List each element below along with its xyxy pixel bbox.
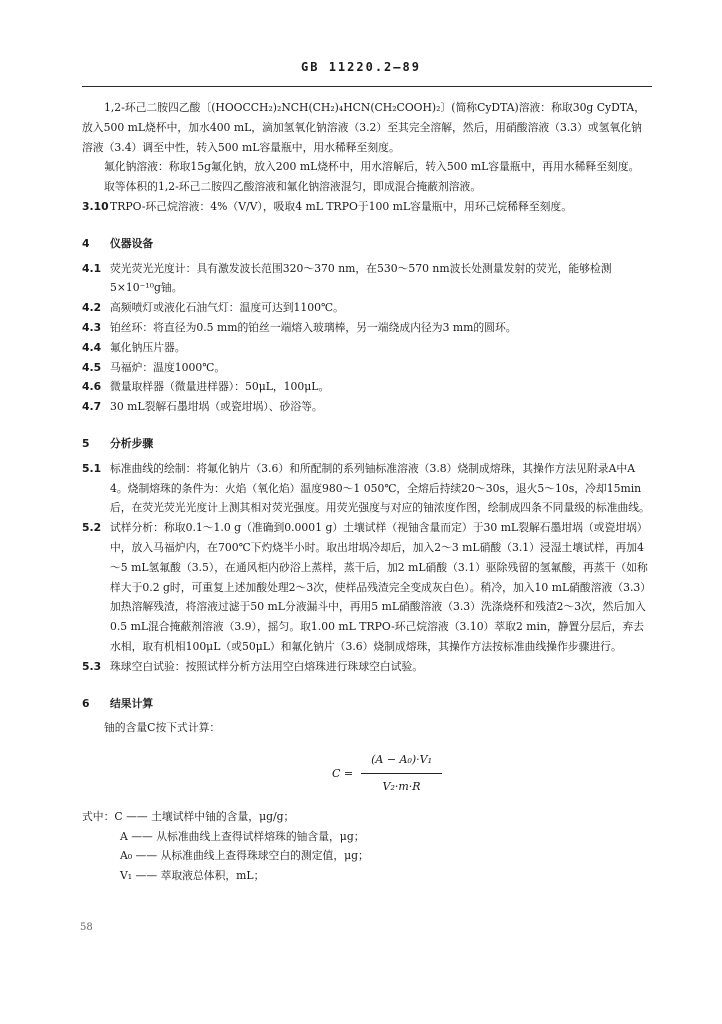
- clause-text: 铂丝环：将直径为0.5 mm的铂丝一端熔入玻璃棒，另一端绕成内径为3 mm的圆环。: [110, 320, 517, 334]
- clause-text: 氟化钠压片器。: [110, 340, 186, 354]
- uranium-formula: [122, 750, 652, 797]
- section-heading-5: [82, 434, 652, 454]
- formula-numerator: (A − A₀)·V₁: [361, 750, 442, 774]
- section-title: 分析步骤: [110, 436, 154, 450]
- clause-text: 标准曲线的绘制：将氟化钠片（3.6）和所配制的系列铀标准溶液（3.8）烧制成熔珠，其操作方法见附录A中A 4。烧制熔珠的条件为：火焰（氧化焰）温度980～1 050℃，全熔后持续20～30s，退火5～10s，冷却15min后，在荧光荧光光度计上测其相对荧光强度。用荧光强度与对应的铀浓度作图，绘制成四条不同量级的标准曲线。: [110, 461, 650, 515]
- section-heading-6: [82, 694, 652, 714]
- clause-text: 高频喷灯或液化石油气灯：温度可达到1100℃。: [110, 301, 344, 315]
- clause-4-6: [82, 377, 652, 397]
- page-body: [82, 98, 652, 886]
- definition-a: A —— 从标准曲线上查得试样熔珠的铀含量，μg；: [120, 829, 365, 843]
- clause-number: 5.2: [82, 521, 102, 535]
- clause-number: 3.10: [82, 199, 109, 213]
- reagent-naf-text: 氟化钠溶液：称取15g氟化钠，放入200 mL烧杯中，用水溶解后，转入500 mL容量瓶中，再用水稀释至刻度。: [104, 160, 640, 174]
- clause-number: 4.4: [82, 340, 102, 354]
- clause-4-1: [82, 259, 652, 299]
- clause-number: 5.3: [82, 659, 102, 673]
- clause-5-3: [82, 657, 652, 677]
- clause-text: 荧光荧光光度计：具有激发波长范围320～370 nm，在530～570 nm波长处测量发射的荧光，能够检测5×10⁻¹⁰g铀。: [110, 261, 612, 295]
- section-heading-4: [82, 234, 652, 254]
- calc-intro: 铀的含量C按下式计算：: [104, 721, 221, 735]
- formula-lhs: C =: [331, 766, 354, 780]
- reagent-cydta-text: 1,2-环己二胺四乙酸〔(HOOCCH₂)₂NCH(CH₂)₄HCN(CH₂COOH)₂〕(简称CyDTA)溶液：称取30g CyDTA，放入500 mL烧杯中，加水400 mL，滴加氢氧化钠溶液（3.2）至其完全溶解，然后，用硝酸溶液（3.3）或氢氧化钠溶液（3.4）调至中性，转入500 mL容量瓶中，用水稀释至刻度。: [82, 101, 646, 154]
- clause-text: 马福炉：温度1000℃。: [110, 360, 226, 374]
- section-number: 5: [82, 436, 90, 450]
- clause-number: 4.2: [82, 301, 102, 315]
- clause-text: 试样分析：称取0.1～1.0 g（准确到0.0001 g）土壤试样（视铀含量而定）于30 mL裂解石墨坩埚（或瓷坩埚）中，放入马福炉内，在700℃下灼烧半小时。取出坩埚冷却后，加入2～3 mL硝酸（3.1）浸湿土壤试样，再加4～5 mL氢氟酸（3.5），在通风柜内砂浴上蒸样，蒸干后，加2 mL硝酸（3.1）驱除残留的氢氟酸，再蒸干（如称样大于0.2 g时，可重复上述加酸处理2～3次，使样品残渣完全变成灰白色）。稍冷，加入10 mL硝酸溶液（3.3）加热溶解残渣，将溶液过滤于50 mL分液漏斗中，再用5 mL硝酸溶液（3.3）洗涤烧杯和残渣2～3次，然后加入0.5 mL混合掩蔽剂溶液（3.9），摇匀。取1.00 mL TRPO-环己烷溶液（3.10）萃取2 min，静置分层后，弃去水相，取有机相100μL（或50μL）和氟化钠片（3.6）烧制成熔珠，其操作方法按标准曲线操作步骤进行。: [110, 521, 652, 653]
- clause-text: TRPO-环己烷溶液：4%（V/V），吸取4 mL TRPO于100 mL容量瓶中，用环己烷稀释至刻度。: [110, 199, 573, 213]
- clause-4-4: [82, 338, 652, 358]
- section-number: 6: [82, 696, 90, 710]
- formula-fraction: [361, 750, 442, 797]
- header-rule: [82, 86, 652, 87]
- clause-5-2: [82, 518, 652, 657]
- clause-number: 4.3: [82, 320, 102, 334]
- section-number: 4: [82, 236, 90, 250]
- clause-text: 珠球空白试验：按照试样分析方法用空白熔珠进行珠球空白试验。: [110, 659, 424, 673]
- definition-v1: V₁ —— 萃取液总体积，mL；: [120, 869, 265, 883]
- definition-c: 式中：C —— 土壤试样中铀的含量，μg/g；: [82, 809, 295, 823]
- clause-text: 微量取样器（微量进样器）：50μL，100μL。: [110, 380, 330, 394]
- clause-number: 4.1: [82, 261, 102, 275]
- section-title: 仪器设备: [110, 236, 154, 250]
- standard-code-header: GB 11220.2—89: [301, 60, 421, 74]
- section-title: 结果计算: [110, 696, 154, 710]
- reagent-mix-text: 取等体积的1,2-环己二胺四乙酸溶液和氟化钠溶液混匀，即成混合掩蔽剂溶液。: [104, 180, 482, 194]
- clause-5-1: [82, 459, 652, 518]
- reagent-3-10: [82, 197, 652, 217]
- formula-denominator: V₂·m·R: [382, 779, 421, 793]
- variable-definitions: [82, 807, 652, 886]
- clause-number: 4.7: [82, 400, 102, 414]
- clause-number: 4.5: [82, 360, 102, 374]
- page-number: 58: [80, 922, 93, 933]
- clause-4-7: [82, 397, 652, 417]
- clause-4-3: [82, 318, 652, 338]
- clause-text: 30 mL裂解石墨坩埚（或瓷坩埚）、砂浴等。: [110, 400, 323, 414]
- clause-4-2: [82, 298, 652, 318]
- clause-number: 4.6: [82, 380, 102, 394]
- clause-number: 5.1: [82, 461, 102, 475]
- clause-4-5: [82, 358, 652, 378]
- definition-a0: A₀ —— 从标准曲线上查得珠球空白的测定值，μg；: [120, 849, 369, 863]
